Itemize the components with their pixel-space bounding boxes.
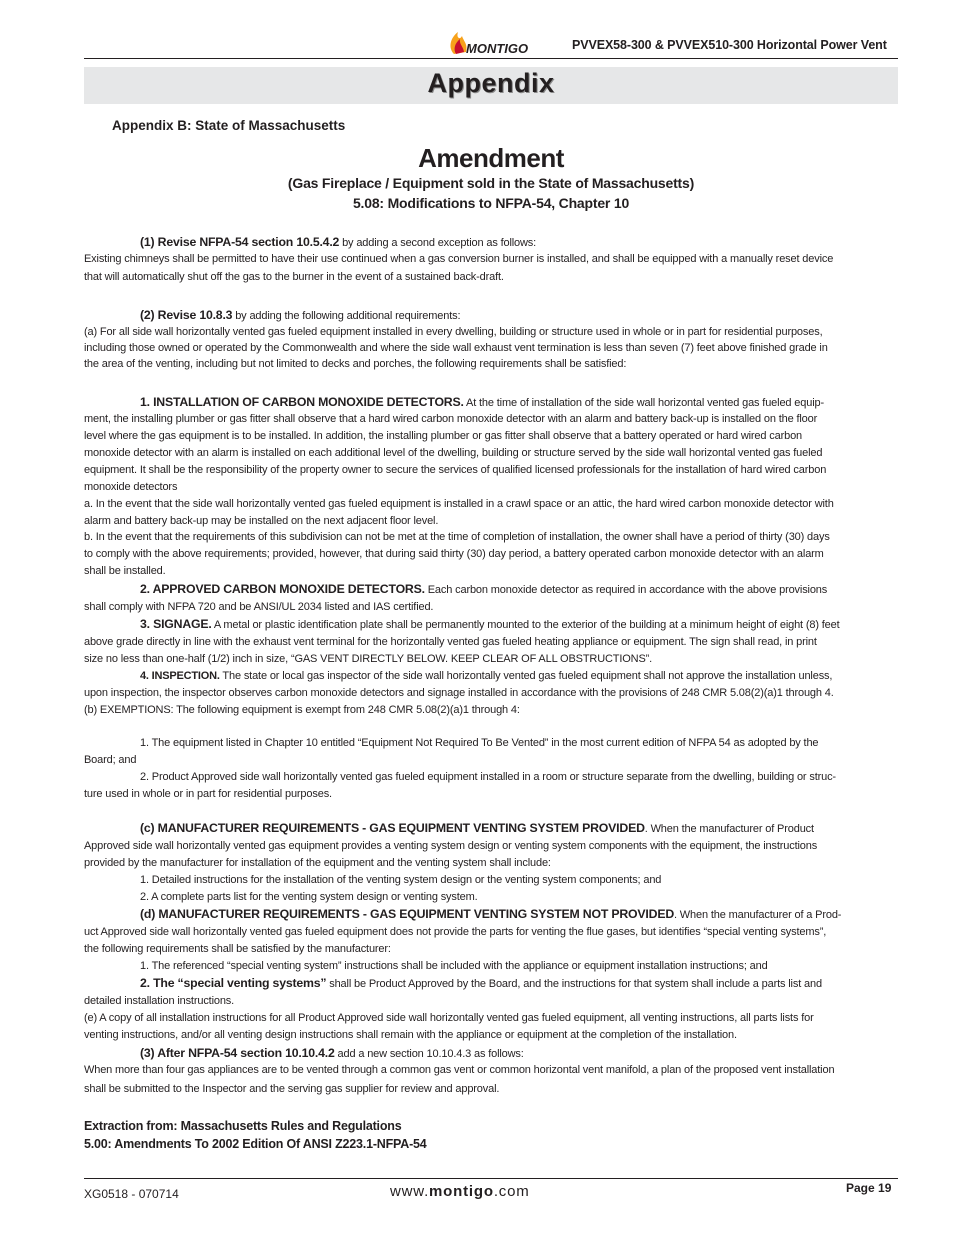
body-line: shall be submitted to the Inspector and the serving gas supplier for review and approval. (84, 1083, 500, 1095)
section-c-heading-tail: . When the manufacturer of Product (644, 823, 814, 835)
header-title: PVVEX58-300 & PVVEX510-300 Horizontal Power Vent (572, 38, 887, 52)
section-3-heading-bold: (3) After NFPA-54 section 10.10.4.2 (140, 1046, 335, 1060)
body-line: Approved side wall horizontally vented gas equipment provides a venting system design or venting system components with the equipment, the instructions (84, 840, 818, 852)
amendment-title: Amendment (418, 143, 564, 173)
website-link[interactable] (390, 1183, 530, 1200)
item-3-heading-bold: 3. SIGNAGE. (140, 617, 212, 631)
body-line: to comply with the above requirements; provided, however, that during said thirty (30) day period, a battery operated carbon monoxide detector with an alarm (84, 548, 824, 560)
item-1-heading (140, 395, 824, 410)
body-line: 1. The referenced “special venting system” instructions shall be included with the appliance or equipment installation instructions; and (140, 960, 768, 972)
body-line: shall be installed. (84, 565, 166, 577)
body-line: 1. Detailed instructions for the installation of the venting system design or the venting system components; and (140, 874, 662, 886)
section-1-heading-tail: by adding a second exception as follows: (339, 237, 537, 249)
item-2-heading-bold: 2. APPROVED CARBON MONOXIDE DETECTORS. (140, 582, 425, 596)
section-1-heading-bold: (1) Revise NFPA-54 section 10.5.4.2 (140, 235, 340, 249)
body-line: (e) A copy of all installation instructions for all Product Approved side wall horizontally vented gas fueled equipment, all venting instructions, all parts lists for (84, 1012, 814, 1024)
body-line: shall comply with NFPA 720 and be ANSI/UL 2034 listed and IAS certified. (84, 601, 434, 613)
amendment-subtitle-2: 5.08: Modifications to NFPA-54, Chapter 10 (352, 195, 630, 211)
body-line: level where the gas equipment is to be installed. In addition, the installing plumber or gas fitter shall observe that a battery operated or hard wired carbon (84, 430, 803, 442)
logo-wordmark: MONTIGO (466, 41, 529, 56)
section-3-heading-tail: add a new section 10.10.4.3 as follows: (334, 1048, 524, 1060)
item-2-heading (140, 582, 827, 597)
body-line: ture used in whole or in part for residential purposes. (84, 788, 332, 800)
item-4-heading-bold: 4. INSPECTION. (140, 670, 220, 682)
body-line: a. In the event that the side wall horizontally vented gas fueled equipment is installed in a crawl space or an attic, the hard wired carbon monoxide detector with (84, 498, 834, 510)
section-d-heading-bold: (d) MANUFACTURER REQUIREMENTS - GAS EQUIPMENT VENTING SYSTEM NOT PROVIDED (140, 907, 674, 921)
body-line: alarm and battery back-up may be installed on the next adjacent floor level. (84, 515, 439, 527)
item-3-heading (140, 617, 840, 632)
body-line: Board; and (84, 754, 137, 766)
body-line: When more than four gas appliances are to be vented through a common gas vent or common horizontal vent manifold, a plan of the proposed vent installation (84, 1064, 835, 1076)
body-line: monoxide detector with an alarm is installed on each additional level of the dwelling, building or structure served by the side wall horizontal vented gas fueled (84, 447, 823, 459)
section-d-2-heading-tail: shall be Product Approved by the Board, and the instructions for that system shall include a parts list and (326, 978, 822, 990)
website-brand: montigo (429, 1183, 494, 1200)
section-c-heading (140, 821, 814, 836)
website-prefix: www. (390, 1183, 430, 1200)
item-4-heading-tail: The state or local gas inspector of the side wall horizontally vented gas fueled equipment shall not approve the installation unless, (219, 670, 833, 682)
extraction-heading-1: Extraction from: Massachusetts Rules and Regulations (84, 1119, 402, 1133)
section-2-heading-bold: (2) Revise 10.8.3 (140, 308, 233, 322)
body-line: the area of the venting, including but not limited to decks and porches, the following requirements shall be satisfied: (84, 358, 627, 370)
document-code: XG0518 - 070714 (84, 1187, 179, 1201)
item-3-heading-tail: A metal or plastic identification plate shall be permanently mounted to the exterior of the building at a minimum height of eight (8) feet (211, 619, 840, 631)
body-line: monoxide detectors (84, 481, 178, 493)
item-1-heading-bold: 1. INSTALLATION OF CARBON MONOXIDE DETECTORS. (140, 395, 464, 409)
body-line: (a) For all side wall horizontally vented gas fueled equipment installed in every dwelling, building or structure used in whole or in part for residential purposes, (84, 326, 823, 338)
website-suffix: .com (493, 1183, 530, 1200)
body-line: ment, the installing plumber or gas fitter shall observe that a hard wired carbon monoxide detector with an alarm and battery back-up is installed on the floor (84, 413, 818, 425)
body-line: 1. The equipment listed in Chapter 10 entitled “Equipment Not Required To Be Vented” in the most current edition of NFPA 54 as adopted by the (140, 737, 819, 749)
body-line: size no less than one-half (1/2) inch in size, “GAS VENT DIRECTLY BELOW. KEEP CLEAR OF ALL OBSTRUCTIONS”. (84, 653, 653, 665)
section-2-heading (140, 308, 460, 323)
item-4-heading (140, 669, 832, 683)
footer-divider (84, 1178, 898, 1179)
body-line: equipment. It shall be the responsibility of the property owner to secure the services of qualified licensed professionals for the installation of hard wired carbon (84, 464, 827, 476)
section-d-2-heading-bold: 2. The “special venting systems” (140, 976, 327, 990)
section-d-2-heading (140, 976, 822, 991)
section-3-heading (140, 1046, 524, 1061)
appendix-subtitle: Appendix B: State of Massachusetts (112, 118, 346, 133)
body-line: above grade directly in line with the exhaust vent terminal for the horizontally vented gas fueled heating appliance or equipment. The sign shall read, in print (84, 636, 817, 648)
section-2-heading-tail: by adding the following additional requirements: (232, 310, 461, 322)
section-c-heading-bold: (c) MANUFACTURER REQUIREMENTS - GAS EQUIPMENT VENTING SYSTEM PROVIDED (140, 821, 645, 835)
amendment-subtitle-1: (Gas Fireplace / Equipment sold in the State of Massachusetts) (287, 175, 695, 191)
extraction-heading-2: 5.00: Amendments To 2002 Edition Of ANSI Z223.1-NFPA-54 (84, 1137, 427, 1151)
section-banner (84, 67, 898, 104)
body-line: that will automatically shut off the gas to the burner in the event of a sustained back-draft. (84, 271, 504, 283)
body-line: upon inspection, the inspector observes carbon monoxide detectors and signage installed in accordance with the provisions of 248 CMR 5.08(2)(a)1 through 4. (84, 687, 834, 699)
body-line: provided by the manufacturer for installation of the equipment and the venting system shall include: (84, 857, 551, 869)
page-number: Page 19 (846, 1181, 892, 1195)
body-line: uct Approved side wall horizontally vented gas fueled equipment does not provide the parts for venting the flue gases, but identifies “special venting systems”, (84, 926, 827, 938)
section-1-heading (140, 235, 536, 250)
body-line: the following requirements shall be satisfied by the manufacturer: (84, 943, 391, 955)
body-line: including those owned or operated by the Commonwealth and where the side wall exhaust vent termination is less than seven (7) feet above finished grade in (84, 342, 828, 354)
header-divider (84, 58, 898, 59)
montigo-logo (446, 24, 542, 60)
body-line: (b) EXEMPTIONS: The following equipment is exempt from 248 CMR 5.08(2)(a)1 through 4: (84, 704, 520, 716)
section-d-heading (140, 907, 841, 922)
item-1-heading-tail: At the time of installation of the side wall horizontal vented gas fueled equip- (463, 397, 824, 409)
section-d-heading-tail: . When the manufacturer of a Prod- (674, 909, 842, 921)
body-line: venting instructions, and/or all venting design instructions shall remain with the appliance or equipment at the completion of the installation. (84, 1029, 737, 1041)
body-line: 2. Product Approved side wall horizontally vented gas fueled equipment installed in a room or structure separate from the dwelling, building or struc- (140, 771, 836, 783)
banner-title: Appendix (427, 68, 555, 98)
body-line: detailed installation instructions. (84, 995, 235, 1007)
flame-icon (446, 24, 542, 60)
body-line: Existing chimneys shall be permitted to have their use continued when a gas conversion burner is installed, and shall be equipped with a manually reset device (84, 253, 834, 265)
body-line: 2. A complete parts list for the venting system design or venting system. (140, 891, 478, 903)
item-2-heading-tail: Each carbon monoxide detector as required in accordance with the above provisions (424, 584, 828, 596)
body-line: b. In the event that the requirements of this subdivision can not be met at the time of completion of installation, the owner shall have a period of thirty (30) days (84, 531, 830, 543)
